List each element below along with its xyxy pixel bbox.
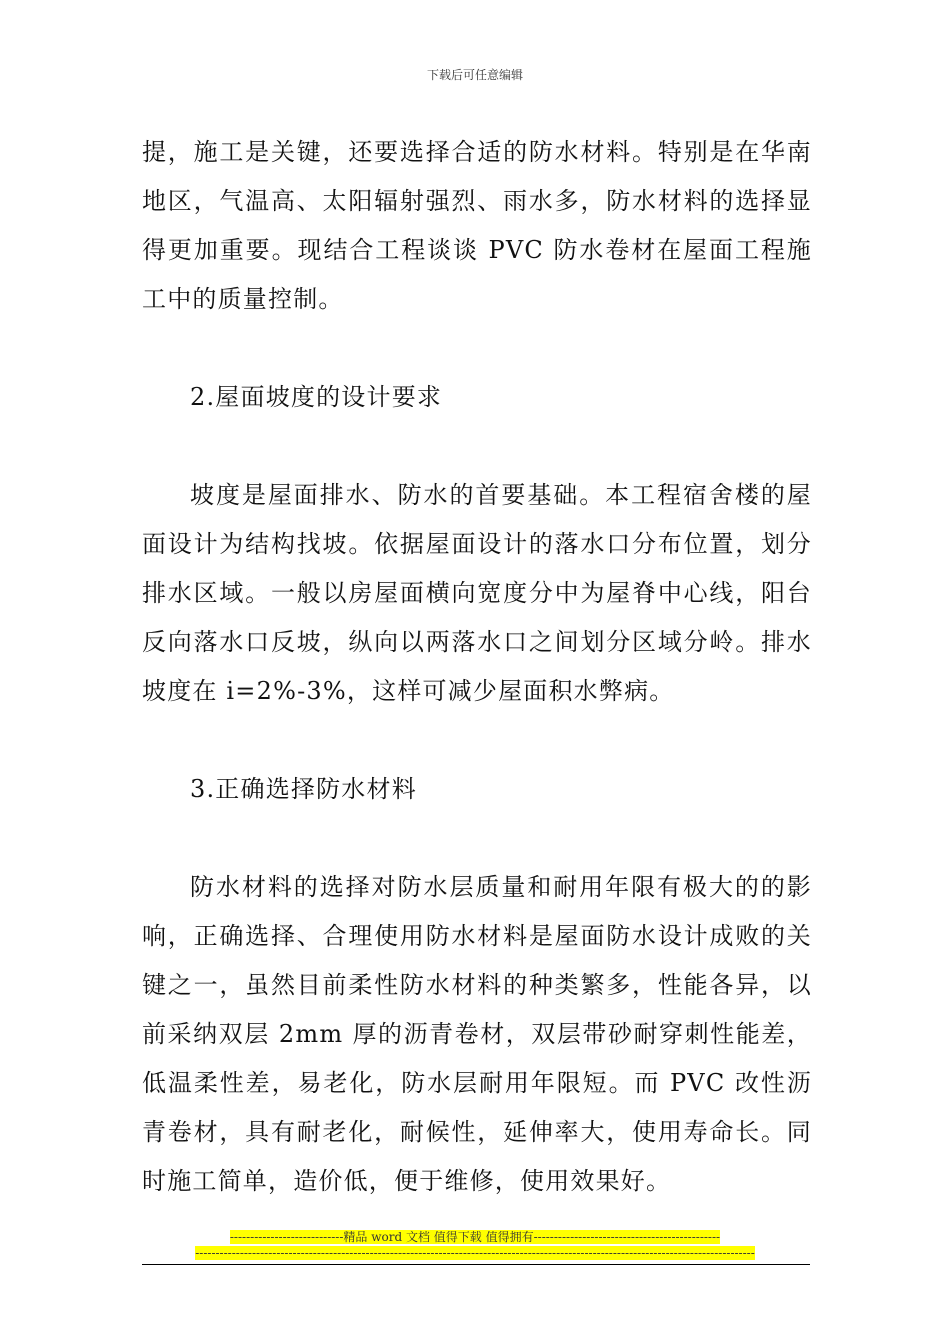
header-text: 下载后可任意编辑 <box>426 68 523 82</box>
paragraph-roof-slope: 坡度是屋面排水、防水的首要基础。本工程宿舍楼的屋面设计为结构找坡。依据屋面设计的落水口分布位置，划分排水区域。一般以房屋面横向宽度分中为屋脊中心线，阳台反向落水口反坡，纵向以两落水口之间划分区域分岭。排水坡度在 i=2%-3%，这样可减少屋面积水弊病。 <box>142 481 812 705</box>
section-heading-roof-slope: 2.屋面坡度的设计要求 <box>190 383 443 411</box>
page-header <box>0 66 950 83</box>
document-body <box>142 128 812 1206</box>
section-heading-material-selection: 3.正确选择防水材料 <box>190 775 417 803</box>
footer-banner-top <box>0 1230 950 1244</box>
paragraph-intro-continuation: 提，施工是关键，还要选择合适的防水材料。特别是在华南地区，气温高、太阳辐射强烈、雨水多，防水材料的选择显得更加重要。现结合工程谈谈 PVC 防水卷材在屋面工程施工中的质量控制。 <box>142 138 812 313</box>
footer-banner-text: ----------------------------精品 word 文档 值得下载 值得拥有---------------------------------------------- <box>229 1230 721 1244</box>
footer-divider <box>142 1264 810 1265</box>
footer-banner-bottom <box>0 1246 950 1260</box>
paragraph-material-selection: 防水材料的选择对防水层质量和耐用年限有极大的的影响，正确选择、合理使用防水材料是屋面防水设计成败的关键之一，虽然目前柔性防水材料的种类繁多，性能各异，以前采纳双层 2mm 厚的沥青卷材，双层带砂耐穿刺性能差，低温柔性差，易老化，防水层耐用年限短。而 PVC 改性沥青卷材，具有耐老化，耐候性，延伸率大，使用寿命长。同时施工简单，造价低，便于维修，使用效果好。 <box>142 873 812 1195</box>
footer-banner-dashes: ------------------------------------------------------------------------------------------------------------------------------------------ <box>195 1246 755 1260</box>
